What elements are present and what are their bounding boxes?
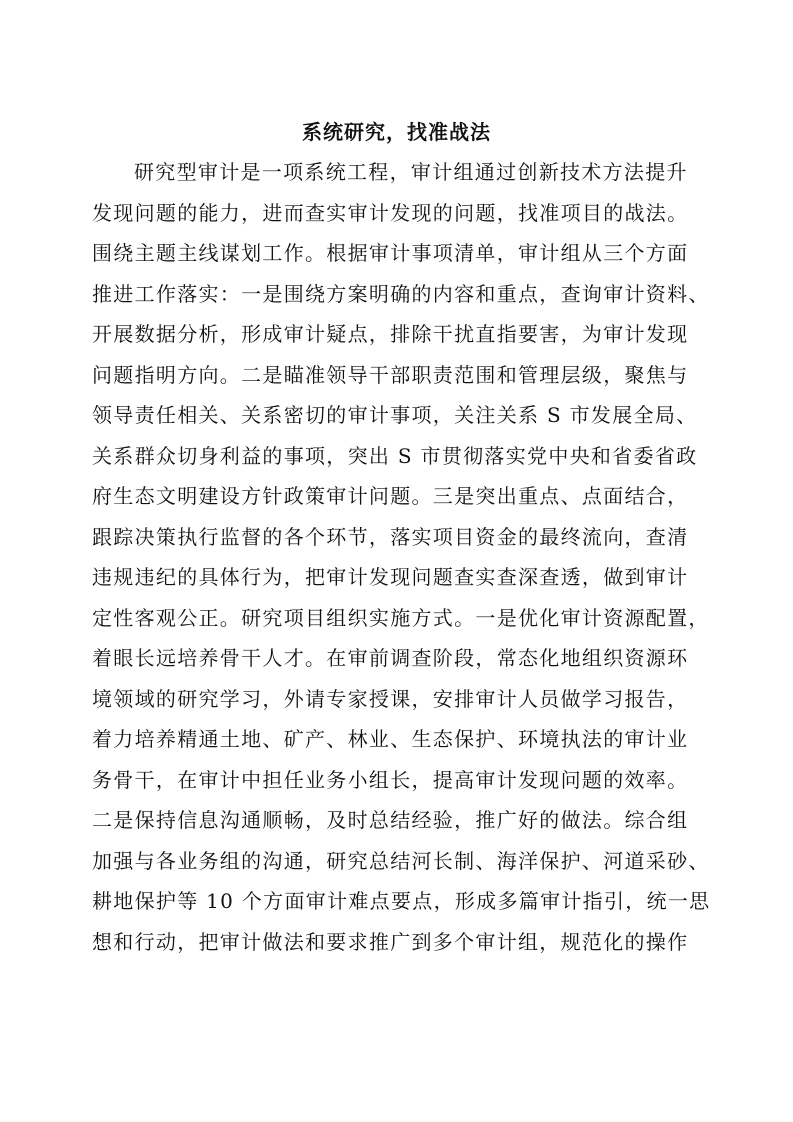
- paragraph-line: 耕地保护等 10 个方面审计难点要点，形成多篇审计指引，统一思: [92, 889, 711, 913]
- paragraph-line: 着眼长远培养骨干人才。在审前调查阶段，常态化地组织资源环: [92, 646, 689, 670]
- paragraph-line: 加强与各业务组的沟通，研究总结河长制、海洋保护、河道采砂、: [92, 848, 710, 873]
- paragraph-line: 关系群众切身利益的事项，突出 S 市贯彻落实党中央和省委省政: [92, 443, 698, 468]
- paragraph-line: 推进工作落实：一是围绕方案明确的内容和重点，查询审计资料、: [92, 281, 710, 306]
- paragraph-line: 围绕主题主线谋划工作。根据审计事项清单，审计组从三个方面: [92, 241, 689, 265]
- paragraph-line: 府生态文明建设方针政策审计问题。三是突出重点、点面结合，: [92, 484, 689, 508]
- paragraph-line: 违规违纪的具体行为，把审计发现问题查实查深查透，做到审计: [92, 565, 689, 589]
- paragraph-line: 二是保持信息沟通顺畅，及时总结经验，推广好的做法。综合组: [92, 808, 689, 832]
- paragraph-line: 跟踪决策执行监督的各个环节，落实项目资金的最终流向，查清: [92, 524, 689, 549]
- paragraph-line: 务骨干，在审计中担任业务小组长，提高审计发现问题的效率。: [92, 767, 689, 792]
- paragraph-line: 开展数据分析，形成审计疑点，排除干扰直指要害，为审计发现: [92, 322, 689, 346]
- paragraph-line: 领导责任相关、关系密切的审计事项，关注关系 S 市发展全局、: [92, 403, 698, 427]
- section-title: 系统研究，找准战法: [302, 120, 491, 144]
- paragraph-line: 定性客观公正。研究项目组织实施方式。一是优化审计资源配置，: [92, 605, 710, 630]
- paragraph-line: 想和行动，把审计做法和要求推广到多个审计组，规范化的操作: [92, 929, 689, 954]
- paragraph-line: 问题指明方向。二是瞄准领导干部职责范围和管理层级，聚焦与: [92, 362, 689, 387]
- paragraph-line: 研究型审计是一项系统工程，审计组通过创新技术方法提升: [134, 160, 688, 184]
- body-text: [92, 152, 732, 962]
- paragraph-line: 着力培养精通土地、矿产、林业、生态保护、环境执法的审计业: [92, 727, 689, 751]
- paragraph-line: 境领域的研究学习，外请专家授课，安排审计人员做学习报告，: [92, 686, 689, 711]
- paragraph-line: 发现问题的能力，进而查实审计发现的问题，找准项目的战法。: [92, 200, 689, 225]
